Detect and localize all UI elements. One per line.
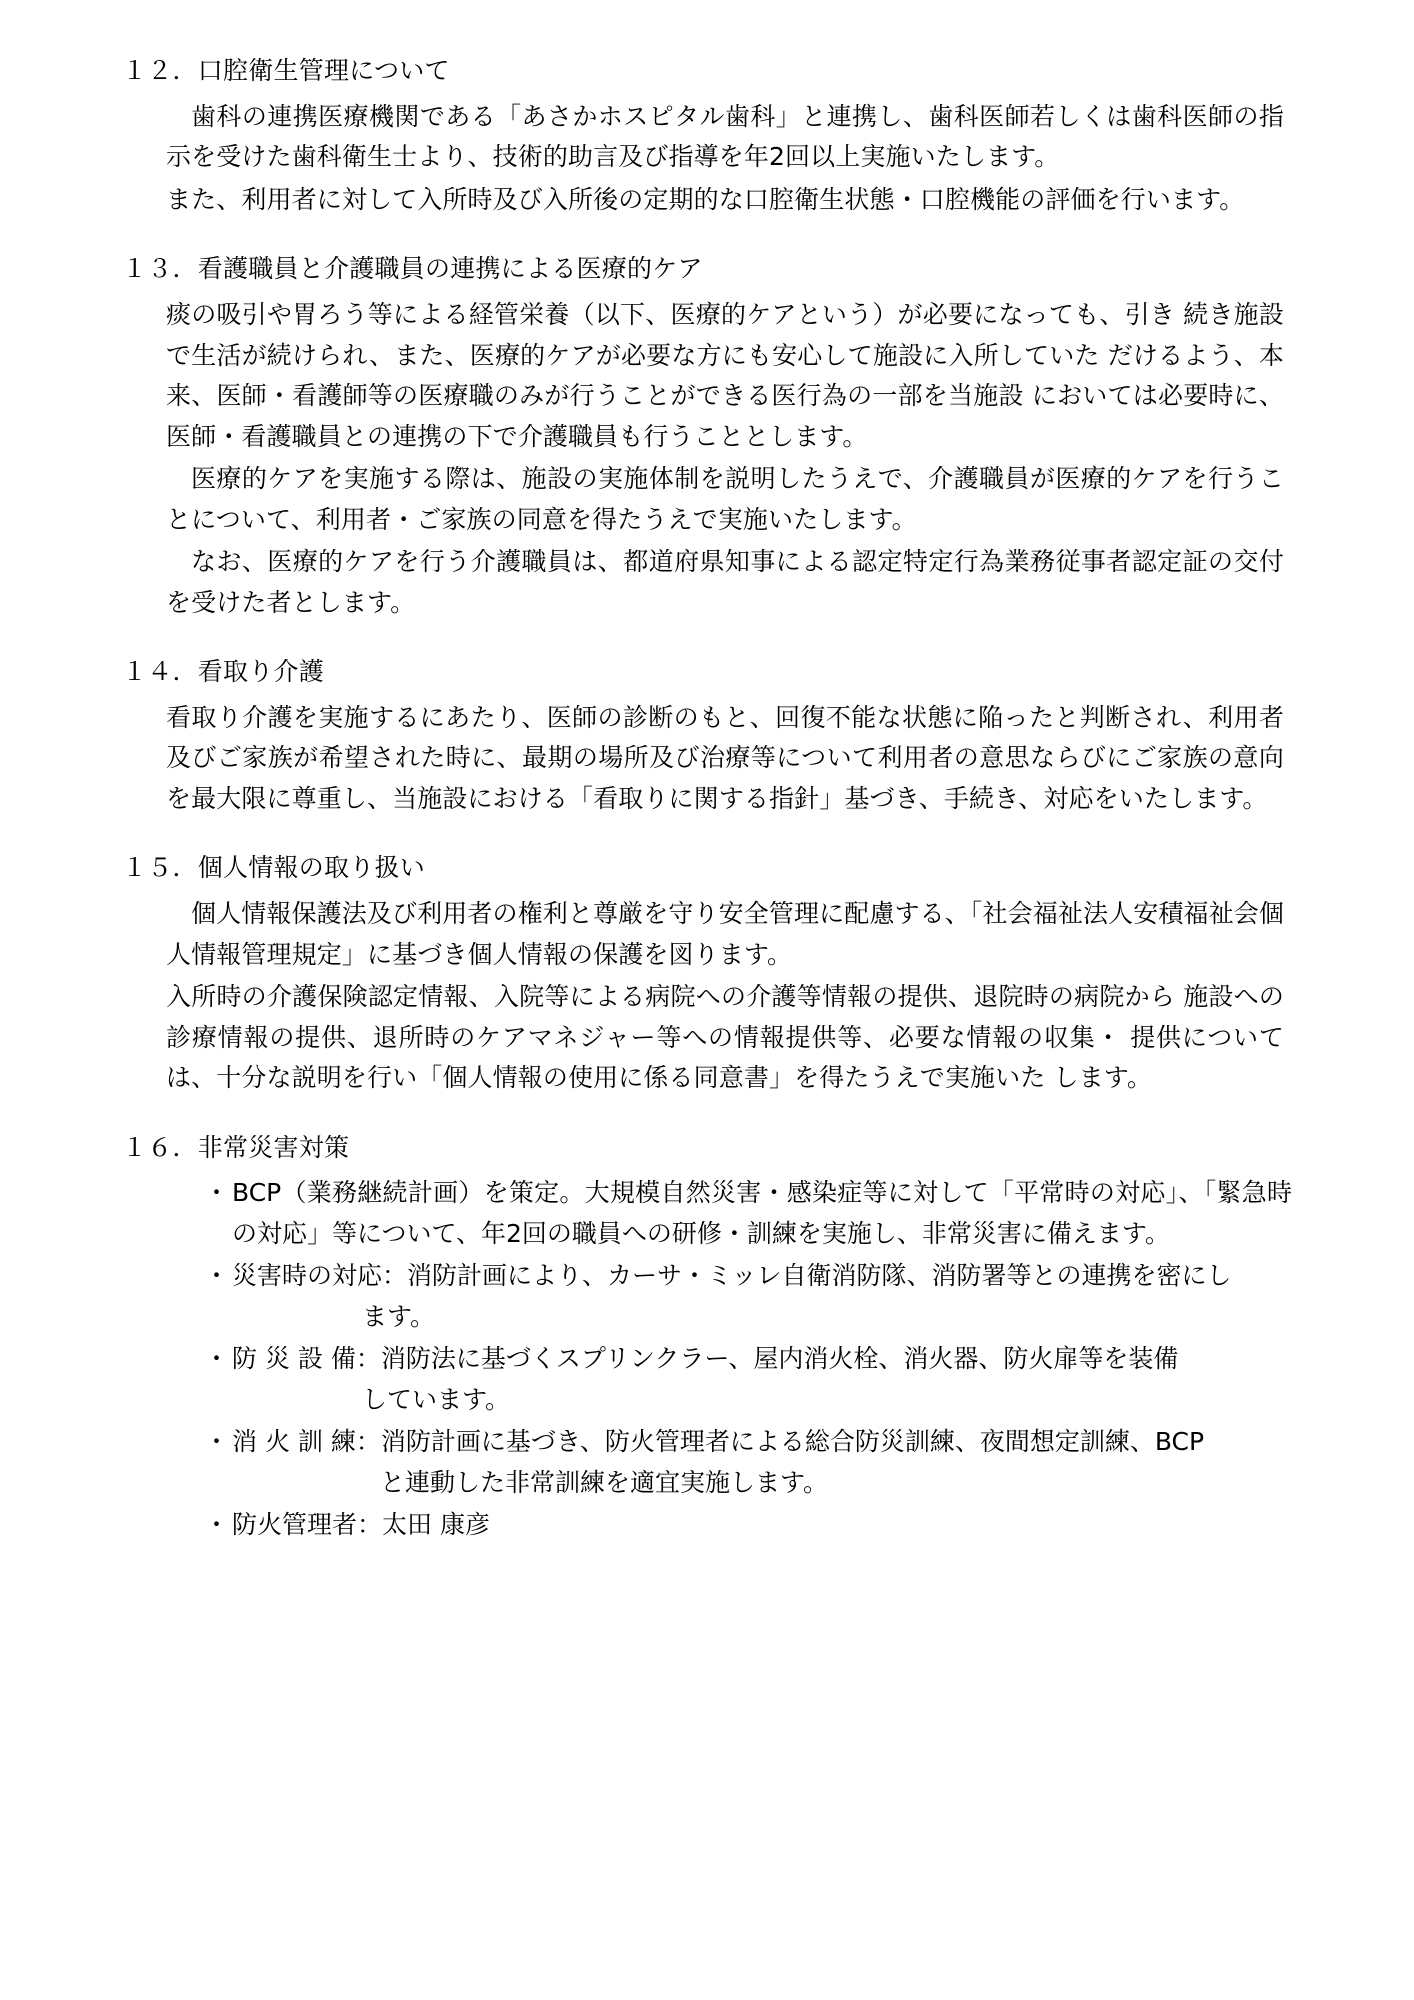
list-item-continuation: と連動した非常訓練を適宜実施します。 bbox=[380, 1467, 829, 1497]
section-12-heading: １２．口腔衛生管理について bbox=[122, 56, 450, 85]
list-item-text: 災害時の対応：消防計画により、カーサ・ミッレ自衛消防隊、消防署等との連携を密にし bbox=[232, 1261, 1232, 1291]
section-14 bbox=[122, 653, 1292, 819]
bullet-mark-icon: ・ bbox=[204, 1178, 230, 1208]
list-item-text: BCP（業務継続計画）を策定。大規模自然災害・感染症等に対して「平常時の対応」、「緊急時の対応」等について、年2回の職員への研修・訓練を実施し、非常災害に備えます。 bbox=[232, 1178, 1292, 1248]
section-13-paragraph-3: なお、医療的ケアを行う介護職員は、都道府県知事による認定特定行為業務従事者認定証の交付を受けた者とします。 bbox=[166, 547, 1284, 617]
bullet-mark-icon: ・ bbox=[204, 1344, 230, 1374]
section-15-heading: １５．個人情報の取り扱い bbox=[122, 853, 426, 883]
section-12 bbox=[122, 52, 1292, 220]
section-16-bullet-list bbox=[122, 1173, 1292, 1546]
list-item bbox=[204, 1339, 1292, 1420]
list-item-text: 防火管理者：太田 康彦 bbox=[232, 1510, 490, 1540]
section-15-paragraph-1: 個人情報保護法及び利用者の権利と尊厳を守り安全管理に配慮する、「社会福祉法人安積福祉会個人情報管理規定」に基づき個人情報の保護を図ります。 bbox=[166, 899, 1285, 969]
list-item bbox=[204, 1173, 1292, 1254]
section-14-body bbox=[122, 698, 1292, 820]
section-13-heading: １３．看護職員と介護職員の連携による医療的ケア bbox=[122, 254, 703, 284]
list-item bbox=[204, 1505, 1292, 1546]
section-13-paragraph-1: 痰の吸引や胃ろう等による経管栄養（以下、医療的ケアという）が必要になっても、引き 続き施設で生活が続けられ、また、医療的ケアが必要な方にも安心して施設に入所していた だけるよう、本来、医師・看護師等の医療職のみが行うことができる医行為の一部を当施設 においては必要時に、医師・看護職員との連携の下で介護職員も行うこととします。 bbox=[166, 300, 1284, 451]
list-item bbox=[204, 1256, 1292, 1337]
section-14-heading: １４．看取り介護 bbox=[122, 657, 325, 686]
list-item-text: 消 火 訓 練：消防計画に基づき、防火管理者による総合防災訓練、夜間想定訓練、BCP bbox=[232, 1427, 1205, 1457]
section-12-paragraph-2: また、利用者に対して入所時及び入所後の定期的な口腔衛生状態・口腔機能の評価を行います。 bbox=[166, 184, 1245, 214]
section-16 bbox=[122, 1129, 1292, 1546]
bullet-mark-icon: ・ bbox=[204, 1427, 230, 1457]
list-item-continuation: ます。 bbox=[362, 1301, 436, 1331]
section-12-paragraph-1: 歯科の連携医療機関である「あさかホスピタル歯科」と連携し、歯科医師若しくは歯科医師の指示を受けた歯科衛生士より、技術的助言及び指導を年2回以上実施いたします。 bbox=[166, 101, 1284, 172]
section-14-paragraph-1: 看取り介護を実施するにあたり、医師の診断のもと、回復不能な状態に陥ったと判断され、利用者及びご家族が希望された時に、最期の場所及び治療等について利用者の意思ならびにご家族の意向を最大限に尊重し、当施設における「看取りに関する指針」基づき、手続き、対応をいたします。 bbox=[166, 702, 1284, 813]
section-15-paragraph-2: 入所時の介護保険認定情報、入院等による病院への介護等情報の提供、退院時の病院から 施設への診療情報の提供、退所時のケアマネジャー等への情報提供等、必要な情報の収集・ 提供については、十分な説明を行い「個人情報の使用に係る同意書」を得たうえで実施いた します。 bbox=[166, 982, 1284, 1092]
section-13 bbox=[122, 250, 1292, 623]
bullet-mark-icon: ・ bbox=[204, 1510, 230, 1540]
section-15-body bbox=[122, 894, 1292, 1099]
section-12-body bbox=[122, 97, 1292, 221]
list-item-continuation: しています。 bbox=[362, 1384, 511, 1414]
section-16-heading: １６．非常災害対策 bbox=[122, 1132, 350, 1162]
bullet-mark-icon: ・ bbox=[204, 1261, 230, 1291]
list-item-text: 防 災 設 備：消防法に基づくスプリンクラー、屋内消火栓、消火器、防火扉等を装備 bbox=[232, 1344, 1179, 1374]
section-15 bbox=[122, 849, 1292, 1098]
section-13-paragraph-2: 医療的ケアを実施する際は、施設の実施体制を説明したうえで、介護職員が医療的ケアを行うことについて、利用者・ご家族の同意を得たうえで実施いたします。 bbox=[166, 464, 1284, 534]
section-13-body bbox=[122, 295, 1292, 623]
list-item bbox=[204, 1422, 1292, 1503]
